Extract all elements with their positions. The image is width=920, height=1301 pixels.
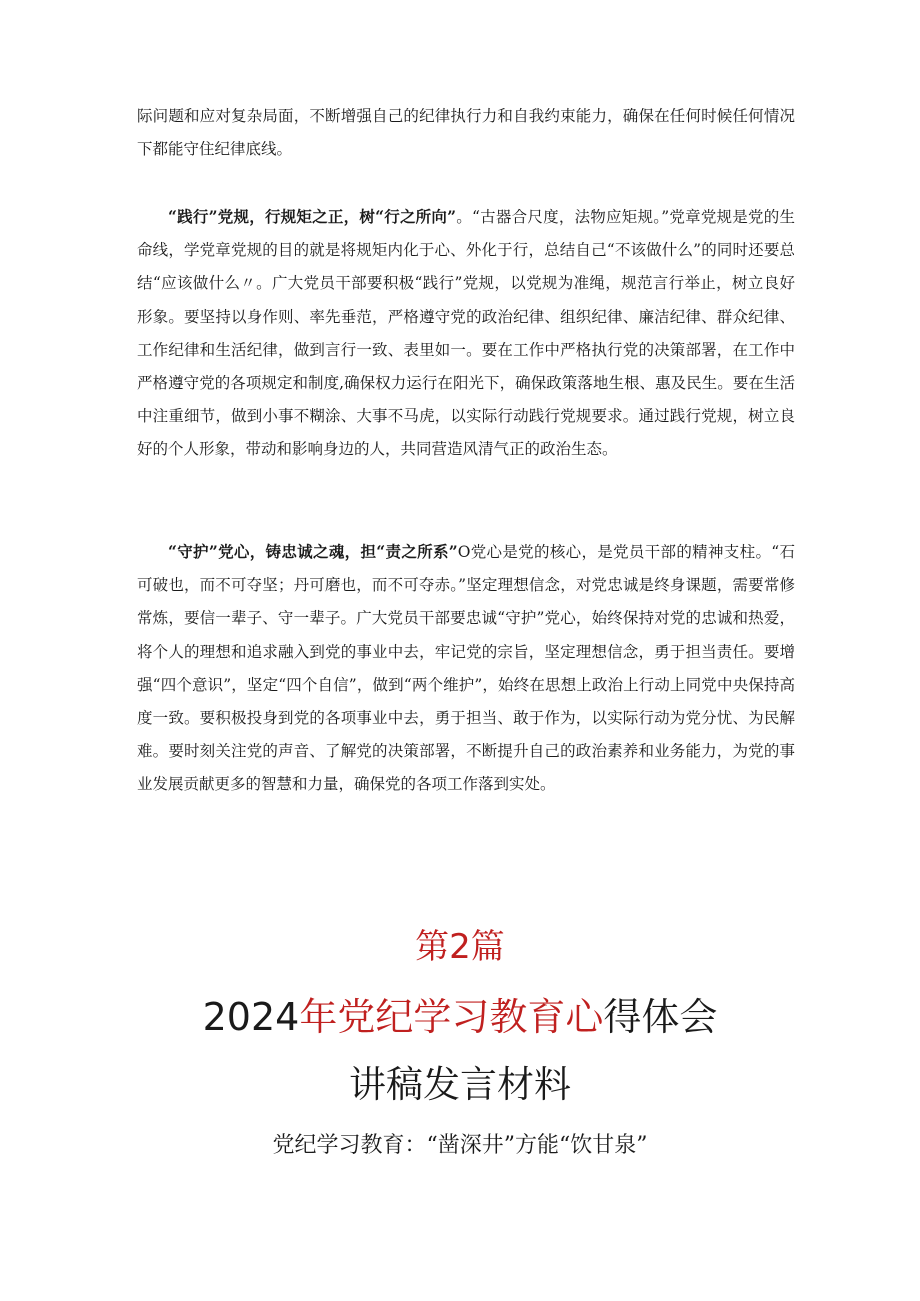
- paragraph-lead-heading: “践行”党规，行规矩之正，树“行之所向”: [168, 207, 457, 226]
- paragraph-guard-party-heart: [137, 535, 795, 802]
- paragraph-continued: 际问题和应对复杂局面，不断增强自己的纪律执行力和自我约束能力，确保在任何时候任何情况下都能守住纪律底线。: [137, 107, 795, 159]
- section-title-line-2: 讲稿发言材料: [349, 1063, 571, 1106]
- section-number: 第2篇: [415, 927, 505, 967]
- section-subtitle: 党纪学习教育：“凿深井”方能“饮甘泉”: [272, 1133, 648, 1158]
- title-year: 2024: [202, 995, 300, 1039]
- title-highlight: 年党纪学习教育心: [299, 995, 604, 1039]
- section-title-line-1: [0, 990, 920, 1044]
- paragraph-lead-heading: “守护”党心，铸忠诚之魂，担“责之所系”: [168, 542, 458, 561]
- paragraph-body-text: 。“古器合尺度，法物应矩规。”党章党规是党的生命线，学党章党规的目的就是将规矩内化于心、外化于行，总结自己“不该做什么”的同时还要总结“应该做什么〃。广大党员干部要积极“践行”党规，以党规为准绳，规范言行举止，树立良好形象。要坚持以身作则、率先垂范，严格遵守党的政治纪律、组织纪律、廉洁纪律、群众纪律、工作纪律和生活纪律，做到言行一致、表里如一。要在工作中严格执行党的决策部署，在工作中严格遵守党的各项规定和制度,确保权力运行在阳光下，确保政策落地生根、惠及民生。要在生活中注重细节，做到小事不糊涂、大事不马虎，以实际行动践行党规要求。通过践行党规，树立良好的个人形象，带动和影响身边的人，共同营造风清气正的政治生态。: [137, 208, 795, 459]
- title-tail: 得体会: [603, 995, 718, 1039]
- paragraph-body-text: O党心是党的核心，是党员干部的精神支柱。“石可破也，而不可夺坚；丹可磨也，而不可夺赤。”坚定理想信念，对党忠诚是终身课题，需要常修常炼，要信一辈子、守一辈子。广大党员干部要忠诚“守护”党心，始终保持对党的忠诚和热爱，将个人的理想和追求融入到党的事业中去，牢记党的宗旨，坚定理想信念，勇于担当责任。要增强“四个意识”，坚定“四个自信”，做到“两个维护”，始终在思想上政治上行动上同党中央保持高度一致。要积极投身到党的各项事业中去，勇于担当、敢于作为，以实际行动为党分忧、为民解难。要时刻关注党的声音、了解党的决策部署，不断提升自己的政治素养和业务能力，为党的事业发展贡献更多的智慧和力量，确保党的各项工作落到实处。: [137, 543, 795, 794]
- paragraph-practice-party-rules: [137, 200, 795, 467]
